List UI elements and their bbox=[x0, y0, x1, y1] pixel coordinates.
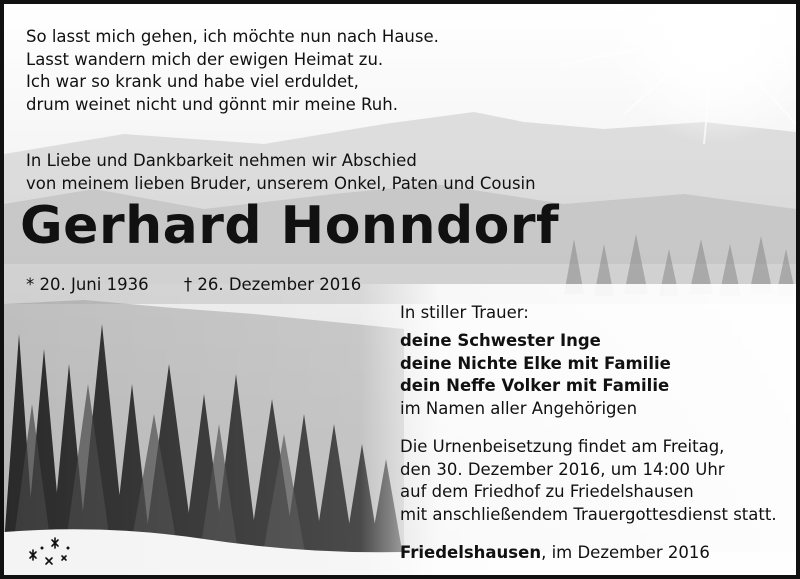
poem-line: So lasst mich gehen, ich möchte nun nach Hause. bbox=[26, 27, 439, 46]
funeral-line: auf dem Friedhof zu Friedelshausen bbox=[400, 482, 694, 501]
intro-line: von meinem lieben Bruder, unserem Onkel, Paten und Cousin bbox=[26, 173, 536, 193]
signature bbox=[400, 542, 710, 565]
intro-line: In Liebe und Dankbarkeit nehmen wir Abschied bbox=[26, 151, 417, 170]
mourners-list bbox=[400, 330, 671, 420]
mourners-note: im Namen aller Angehörigen bbox=[400, 398, 638, 418]
mourner: deine Schwester Inge bbox=[400, 331, 601, 350]
deceased-name: Gerhard Honndorf bbox=[20, 196, 560, 256]
funeral-info bbox=[400, 436, 777, 526]
poem-line: drum weinet nicht und gönnt mir meine Ruh. bbox=[26, 94, 398, 114]
funeral-line: den 30. Dezember 2016, um 14:00 Uhr bbox=[400, 459, 725, 479]
signature-date: , im Dezember 2016 bbox=[541, 543, 710, 562]
mourning-label: In stiller Trauer: bbox=[400, 303, 529, 322]
publisher-logo-icon bbox=[22, 536, 74, 572]
poem-line: Lasst wandern mich der ewigen Heimat zu. bbox=[26, 49, 384, 69]
funeral-line: mit anschließendem Trauergottesdienst statt. bbox=[400, 504, 777, 524]
funeral-line: Die Urnenbeisetzung findet am Freitag, bbox=[400, 437, 725, 456]
mourner: dein Neffe Volker mit Familie bbox=[400, 376, 670, 395]
poem bbox=[26, 26, 439, 116]
poem-line: Ich war so krank und habe viel erduldet, bbox=[26, 72, 359, 91]
birth-date: * 20. Juni 1936 bbox=[26, 275, 149, 294]
signature-place: Friedelshausen bbox=[400, 543, 542, 562]
death-date: † 26. Dezember 2016 bbox=[183, 275, 362, 294]
mourner: deine Nichte Elke mit Familie bbox=[400, 353, 671, 373]
life-dates bbox=[26, 274, 361, 296]
farewell-intro bbox=[26, 150, 536, 195]
